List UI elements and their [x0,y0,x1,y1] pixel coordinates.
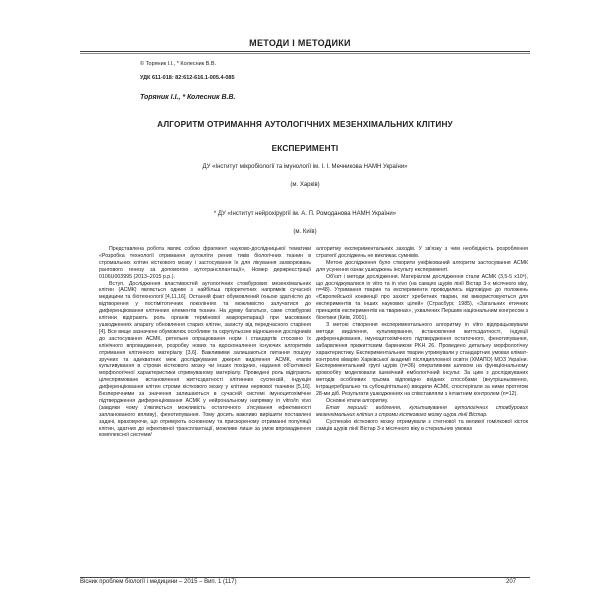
footer-journal: Вісник проблем біології і медицини – 2015 – Вип. 1 (117) [80,579,237,585]
intro-paragraph: Вступ. Дослідження властивостей аутологічних стовбурових мезенхімальних клітин (АСМК) являється одним з найбільш пріоритетних напрямків сучасної медицини та біотехнології [4,11,16]. Останній факт обумовлений їхньою здатністю до відтворення у постімітотичних поколіннях та можливістю залучатися до диференціювання клітинних елементів тканин. На думку багатьох, саме стовбурові клітини відіграють роль органів термінової макрорепарації при масованих ушкодженнях апарату обновлення старих клітин, захисту від передчасного старіння [4]. Все вище зазначене обумовлює особливе та скрупульозне відношення дослідників до застосування АСМК, ретельне опрацювання норм і стандартів стосовно їх клінічного впровадження, розробку нових та вдосконалення існуючих алгоритмів отримання клітинного матеріалу [3,6]. Важливими залишаються питання пошуку зручних та адекватних меж досліджуваних джерел виділення АСМК, етапів культивування в строми кісткового мозку чи інших похідних, надання об'єктивної морфологічної характеристики отримуваному матеріалу. Проведені роль відіграють цілеспрямоване встановлення життєздатності клітинних суспензій, індукція диференціювання клітин строми кісткового мозку у клітини нервової тканини [5,16]. Безперечними за значення залишаються в сучасній системі імуноцитохімічне підтвердження диференціювання АСМК у нейрональному напрямку in vitro/in vivo (завдяки чому з'являється можливість остаточного з'ясування ефективності запланованого впливу), фенотипування. Тому досить важливо вирішити поставлені задачі, враховуючи, що отримують основному та прискореному отриманні популяції клітин, здатних до ефективної трансплантації, можливе лише за умов впровадження комплексної системи/ [99,280,311,439]
continuation-paragraph: алгоритму експериментальних заходів. У зв'язку з чим необхідність розроблення стратегії досліджень не викликає сумнівів. [316,246,528,259]
authors-line: Торяник І.І., * Колесник В.В. [140,94,236,101]
stages-heading: Основні етапи алгоритму. [326,397,389,404]
right-column [316,246,528,432]
article-title-line-2: ЕКСПЕРИМЕНТІ [271,144,339,153]
article-title-line-1: АЛГОРИТМ ОТРИМАННЯ АУТОЛОГІЧНИХ МЕЗЕНХІМАЛЬНИХ КЛІТИНУ [157,120,453,129]
methods-paragraph: Об'єкт і методи дослідження. Матеріалом дослідження стали АСМК (3,5-5 х10⁶), що досліджувалися in vitro та in vivo (на самцях щурів лінії Вістар 3-х місячного віку, n=48). Утримання тварин та експерименти проводились відповідно до положень «Європейської конвенції про захист хребетних тварин, які використовуються для експериментів та інших наукових цілей» (Страсбург, 1985), «Загальних етичних принципів експериментів на тваринах», ухвалених Першим національним конгресом з біоетики (Київ, 2001). [316,273,528,322]
stage-one-heading: Етап перший: виділення, культивування аутологічних стовбурових мезенхімальних клітин з строми кісткового мозку щура лінії Вістар. [316,404,528,418]
stage-one-paragraph: Суспензію кісткового мозку отримували з стегнової та великої гомілкової кісток самців щурів лінії Вістар 3-х місячного віку в стерильних умовах [316,418,528,432]
affiliation-1-city: (м. Харків) [290,182,320,188]
affiliation-1: ДУ «Інститут мікробіології та імунології ім. І. І. Мечникова НАМН України» [202,164,408,170]
udk-code: УДК 611-018: 82:612-616.1-005.4-085 [140,75,235,81]
aim-paragraph: Метою дослідження було створити уніфікований алгоритм застосування АСМК для усунення ознак ушкоджень інсульту експерименті. [316,259,528,273]
left-column [99,246,311,439]
section-header: МЕТОДИ І МЕТОДИКИ [249,38,351,48]
page-number: 207 [506,579,517,585]
affiliation-2-city: (м. Київ) [293,229,317,235]
header-rule-secondary [80,53,530,54]
methods-detail-paragraph: З метою створення експериментального алгоритму in vitro відпрацьовували методи виділення, культивування, встановлення життєздатності, індукції диференціювання, імуноцитохімічного підтвердження остаточного, фенотипування, забарвлення прижиттєвим барвником PKH 26. Проведено детальну морфологічну характеристику. Експериментальних тварин утримували у стандартних умовах клімат-контролю віварію Харківської академії післядипломної освіти (ХМАПО) МОЗ України. Експериментальний групі щурів (n=36) оперативним шляхом на функціональному кровообігу моделювали ішемічний ембологічний інсульт. За цим з досліджуваних методів особливих трьома відповідно вхідних способами (внутрішньовенно, інтрацеребрально та субокціпітально) вводили АСМК, спостерігали за ними протягом 28-ми діб. Результати ушкодженнях на співставляли з інтактним контролем (n=12). [316,321,528,398]
article-title [80,113,530,161]
abstract-paragraph: Представлена робота являє собою фрагмент науково-дослідницької тематики «Розробка технології отримання аутокліти рених тиків біологічних тканин в стромальних клітин кісткового мозку і застосування їх для лікування захворювань рангового генезу за допомогою аутотрансплантації», Номер держреєстрації 0106U003995 (2013–2015 р.р.). [99,246,311,280]
footer-rule [80,577,530,578]
copyright-line: © Торяник І.І., * Колесник В.В. [140,61,217,67]
header-rule [80,51,530,52]
affiliation-2: * ДУ «Інститут нейрохірургії ім. А. П. Ромоданова НАМН України» [213,211,397,217]
